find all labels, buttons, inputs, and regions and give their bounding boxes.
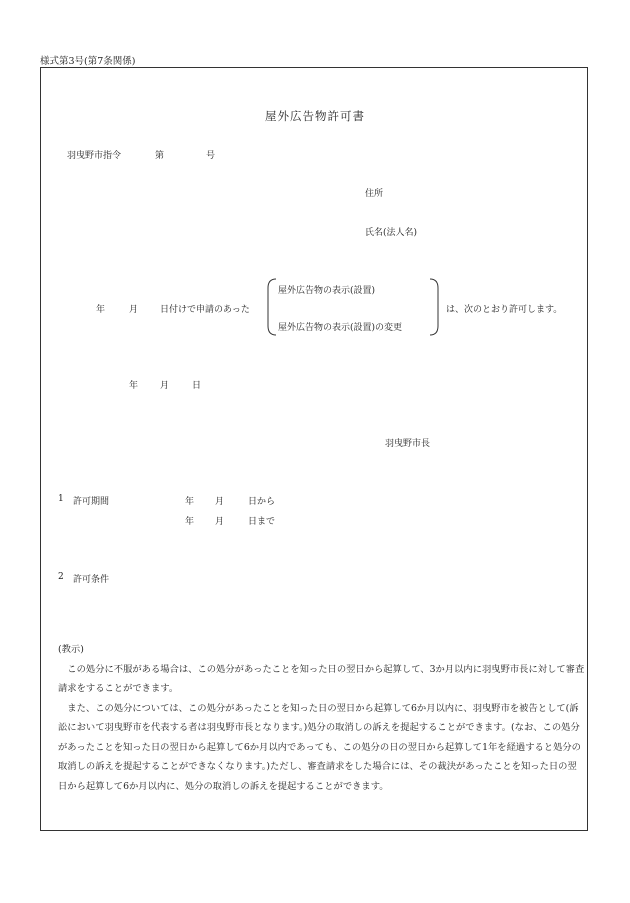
section-2-number: 2 xyxy=(58,572,64,582)
issue-day: 日 xyxy=(192,381,202,391)
period-to-day: 日まで xyxy=(248,517,276,527)
permit-number-go: 号 xyxy=(206,151,216,161)
period-to-month: 月 xyxy=(215,517,225,527)
application-day-text: 日付けで申請のあった xyxy=(160,305,250,315)
issue-month: 月 xyxy=(160,381,170,391)
notice-paragraph-1: この処分に不服がある場合は、この処分があったことを知った日の翌日から起算して、3か月以内に羽曳野市長に対して審査請求をすることができます。 xyxy=(58,663,585,694)
application-suffix: は、次のとおり許可します。 xyxy=(446,305,563,315)
period-from-day: 日から xyxy=(248,497,276,507)
address-label: 住所 xyxy=(365,189,384,199)
issue-year: 年 xyxy=(129,381,139,391)
permit-number-prefix: 羽曳野市指令 xyxy=(67,151,122,161)
section-1-number: 1 xyxy=(58,494,64,504)
period-from-year: 年 xyxy=(185,497,195,507)
application-year: 年 xyxy=(96,305,106,315)
notice-paragraph-2: また、この処分については、この処分があったことを知った日の翌日から起算して6か月以内に、羽曳野市を被告として(訴訟において羽曳野市を代表する者は羽曳野市長となります。)処分の取消しの訴えを提起することができます。(なお、この処分があったことを知った日の翌日から起算して6か月以内であっても、この処分の日の翌日から起算して1年を経過すると処分の取消しの訴えを提起することができなくなります。)ただし、審査請求をした場合には、その裁決があったことを知った日の翌日から起算して6か月以内に、処分の取消しの訴えを提起することができます。 xyxy=(58,702,581,792)
section-2-label: 許可条件 xyxy=(73,575,110,585)
option-display-installation-change: 屋外広告物の表示(設置)の変更 xyxy=(278,323,403,333)
notice-heading: (教示) xyxy=(58,644,84,655)
notice-section xyxy=(58,640,586,796)
period-to-year: 年 xyxy=(185,517,195,527)
document-title: 屋外広告物許可書 xyxy=(265,109,365,123)
period-from-month: 月 xyxy=(215,497,225,507)
permit-number-dai: 第 xyxy=(155,151,165,161)
section-1-label: 許可期間 xyxy=(73,497,110,507)
option-display-installation: 屋外広告物の表示(設置) xyxy=(278,286,376,296)
name-label: 氏名(法人名) xyxy=(365,228,418,238)
application-month: 月 xyxy=(129,305,139,315)
issuer-name: 羽曳野市長 xyxy=(385,439,431,449)
form-number-label: 様式第3号(第7条関係) xyxy=(40,56,136,67)
right-bracket xyxy=(428,278,440,336)
left-bracket xyxy=(266,278,278,336)
